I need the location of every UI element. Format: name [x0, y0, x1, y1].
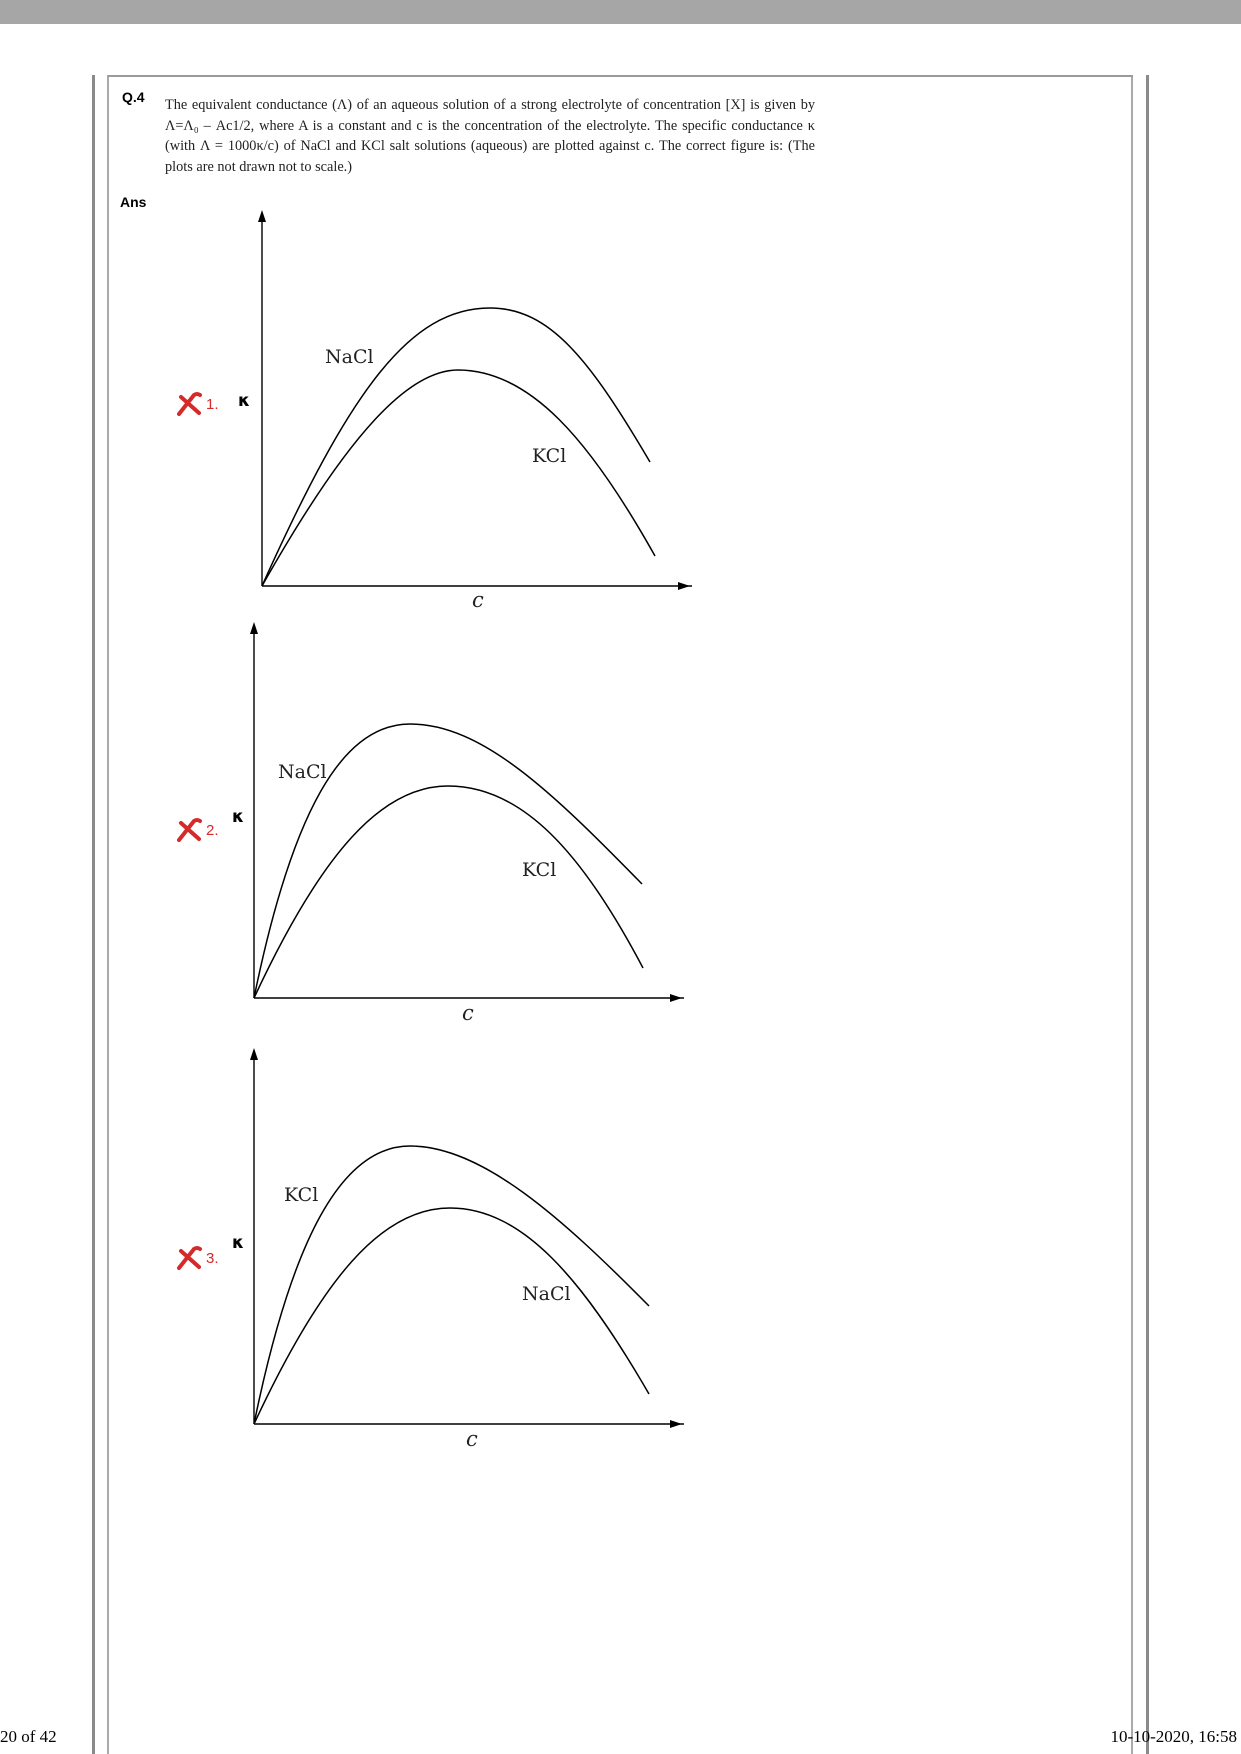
upper-curve-label: KCl [284, 1184, 319, 1206]
option-3-chart [222, 1048, 682, 1451]
lower-curve [254, 786, 643, 998]
upper-curve-label: NaCl [325, 346, 374, 368]
upper-curve-label: NaCl [278, 761, 327, 783]
lower-curve [262, 370, 655, 586]
option-2-number: 2. [206, 822, 219, 839]
y-axis-arrowhead [250, 1048, 258, 1060]
option-1-number: 1. [206, 396, 219, 413]
x-axis-label: c [472, 588, 484, 612]
question-text: The equivalent conductance (Λ) of an aqueous solution of a strong electrolyte of concentration [X] is given by Λ=Λ₀ – Ac1/2, where A is a constant and c is the concentration of the electrolyte. The specific conductance κ (with Λ = 1000κ/c) of NaCl and KCl salt solutions (aqueous) are plotted against c. The correct figure is: (The plots are not drawn not to scale.) [165, 97, 815, 175]
wrong-cross-icon [176, 392, 204, 416]
lower-curve-label: KCl [532, 445, 567, 467]
x-axis-arrowhead [670, 1420, 682, 1428]
frame-left-outer [92, 75, 95, 1754]
lower-curve-label: KCl [522, 859, 557, 881]
y-axis-label: κ [232, 1233, 245, 1253]
lower-curve [254, 1208, 649, 1424]
frame-top-line [108, 75, 1133, 77]
y-axis-arrowhead [250, 622, 258, 634]
y-axis-label: κ [238, 391, 251, 411]
upper-curve [262, 308, 650, 586]
question-number: Q.4 [122, 89, 145, 105]
lower-curve-label: NaCl [522, 1283, 571, 1305]
x-axis-arrowhead [670, 994, 682, 1002]
page-number: 20 of 42 [0, 1727, 57, 1746]
answer-label: Ans [120, 194, 147, 210]
frame-right-outer [1146, 75, 1149, 1754]
x-axis-label: c [462, 1001, 474, 1025]
y-axis-arrowhead [258, 210, 266, 222]
print-datetime: 10-10-2020, 16:58 [1110, 1727, 1237, 1746]
option-1-chart [230, 210, 690, 612]
x-axis-label: c [466, 1427, 478, 1451]
frame-right-inner [1131, 75, 1133, 1754]
y-axis-label: κ [232, 807, 245, 827]
option-3-number: 3. [206, 1250, 219, 1267]
option-2-chart [222, 622, 682, 1025]
wrong-cross-icon [176, 818, 204, 842]
wrong-cross-icon [176, 1246, 204, 1270]
browser-print-header-bar [0, 0, 1241, 24]
x-axis-arrowhead [678, 582, 690, 590]
frame-left-inner [107, 75, 109, 1754]
